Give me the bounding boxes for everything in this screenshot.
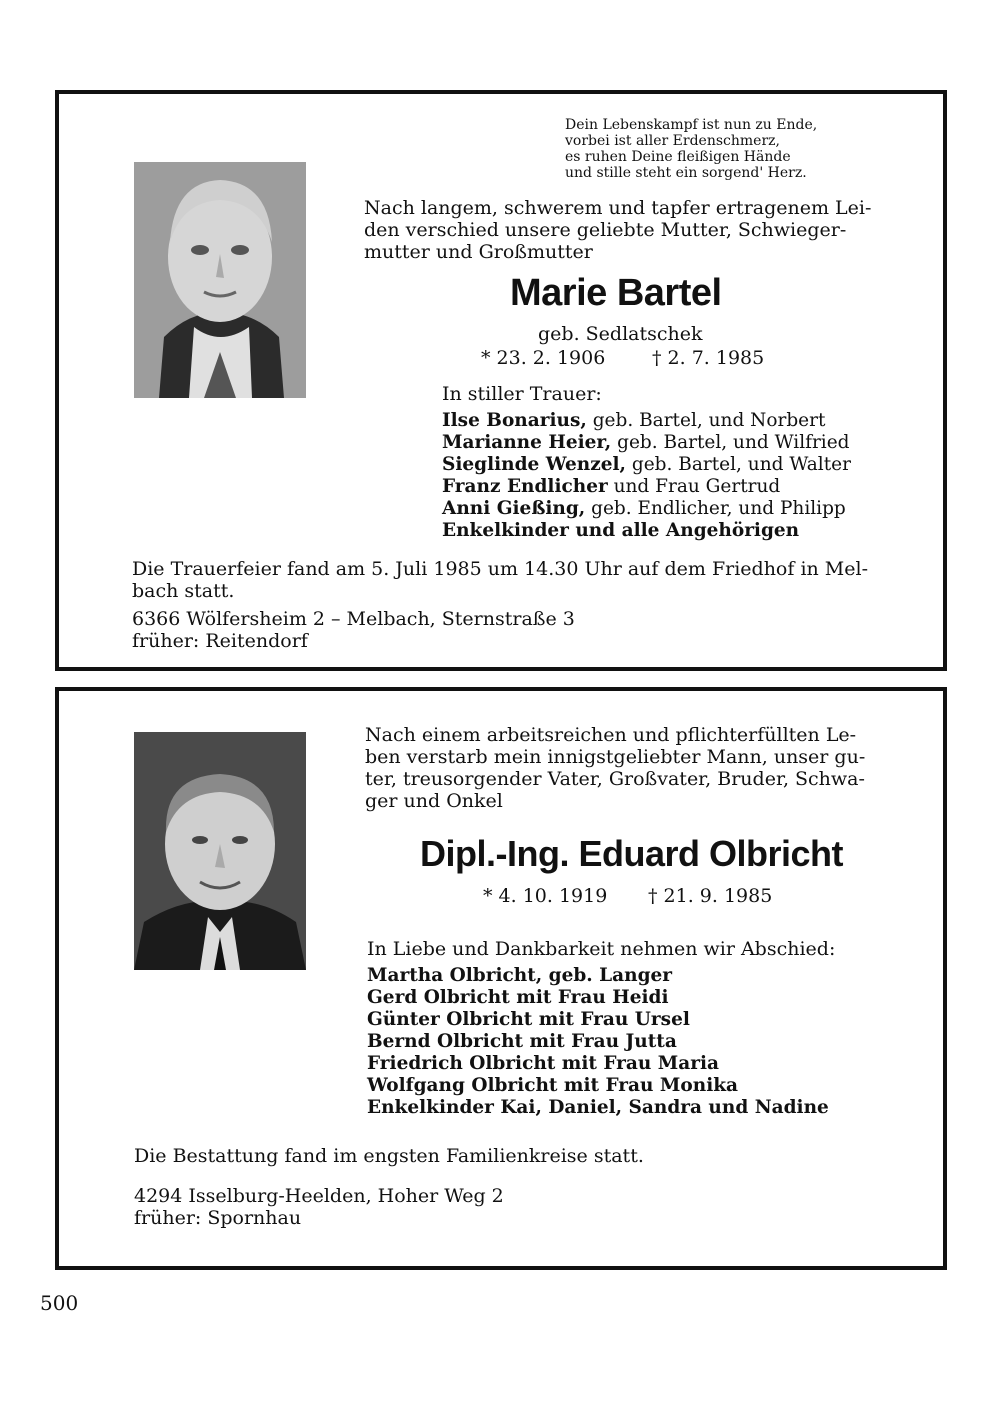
mourner-name: Enkelkinder und alle Angehörigen (442, 520, 800, 541)
death-date: † 21. 9. 1985 (648, 885, 773, 907)
mourner-name: Anni Gießing, (442, 498, 586, 519)
mourner-entry: Günter Olbricht mit Frau Ursel (367, 1009, 690, 1030)
mourner-entry: Enkelkinder Kai, Daniel, Sandra und Nadine (367, 1097, 829, 1118)
mourner-detail: geb. Bartel, und Walter (625, 454, 851, 475)
ceremony-line: Die Trauerfeier fand am 5. Juli 1985 um 14.30 Uhr auf dem Friedhof in Mel- (132, 558, 868, 580)
farewell-heading: In Liebe und Dankbarkeit nehmen wir Abschied: (367, 938, 836, 960)
burial-text: Die Bestattung fand im engsten Familienkreise statt. (134, 1145, 644, 1167)
intro-line: ter, treusorgender Vater, Großvater, Bruder, Schwa- (365, 768, 865, 790)
portrait-photo-eduard-olbricht (134, 732, 306, 970)
poem-line: und stille steht ein sorgend' Herz. (565, 165, 807, 181)
mourner-entry (442, 520, 851, 542)
portrait-photo-marie-bartel (134, 162, 306, 398)
mourner-entry: Bernd Olbricht mit Frau Jutta (367, 1031, 677, 1052)
mourner-entry (442, 498, 851, 520)
maiden-name: geb. Sedlatschek (538, 323, 703, 345)
poem-line: Dein Lebenskampf ist nun zu Ende, (565, 117, 818, 133)
deceased-name: Marie Bartel (510, 272, 722, 314)
mourner-entry (442, 476, 851, 498)
mourning-heading: In stiller Trauer: (442, 383, 602, 405)
mourners-list (442, 410, 851, 542)
deceased-name: Dipl.-Ing. Eduard Olbricht (420, 833, 843, 874)
intro-line: ben verstarb mein innigstgeliebter Mann, unser gu- (365, 746, 866, 768)
mourner-name: Franz Endlicher (442, 476, 608, 497)
page-number: 500 (40, 1291, 79, 1315)
birth-date: * 4. 10. 1919 (483, 885, 608, 907)
obituary-notice-eduard-olbricht (55, 687, 947, 1270)
former-residence: früher: Spornhau (134, 1207, 302, 1229)
mourner-detail: geb. Bartel, und Wilfried (611, 432, 850, 453)
former-residence: früher: Reitendorf (132, 630, 308, 652)
intro-line: Nach einem arbeitsreichen und pflichterfüllten Le- (365, 724, 857, 746)
poem-line: vorbei ist aller Erdenschmerz, (565, 133, 780, 149)
mourner-name: Sieglinde Wenzel, (442, 454, 626, 475)
mourner-name: Marianne Heier, (442, 432, 612, 453)
mourners-list (367, 965, 829, 1119)
intro-line: mutter und Großmutter (364, 241, 593, 263)
mourner-entry (442, 410, 851, 432)
intro-line: den verschied unsere geliebte Mutter, Schwieger- (364, 219, 847, 241)
birth-date: * 23. 2. 1906 (481, 347, 606, 369)
mourner-name: Ilse Bonarius, (442, 410, 587, 431)
mourner-detail: geb. Endlicher, und Philipp (585, 498, 846, 519)
obituary-notice-marie-bartel (55, 90, 947, 671)
intro-text (364, 197, 876, 263)
memorial-poem (565, 117, 865, 181)
poem-line: es ruhen Deine fleißigen Hände (565, 149, 791, 165)
mourner-entry (442, 432, 851, 454)
mourner-entry: Wolfgang Olbricht mit Frau Monika (367, 1075, 739, 1096)
intro-line: Nach langem, schwerem und tapfer ertragenem Lei- (364, 197, 872, 219)
address: 6366 Wölfersheim 2 – Melbach, Sternstraße 3 (132, 608, 575, 630)
address: 4294 Isselburg-Heelden, Hoher Weg 2 (134, 1185, 504, 1207)
ceremony-line: bach statt. (132, 580, 235, 602)
mourner-entry (442, 454, 851, 476)
death-date: † 2. 7. 1985 (652, 347, 765, 369)
ceremony-text (132, 558, 868, 602)
intro-line: ger und Onkel (365, 790, 503, 812)
mourner-detail: geb. Bartel, und Norbert (586, 410, 826, 431)
mourner-entry: Friedrich Olbricht mit Frau Maria (367, 1053, 720, 1074)
mourner-detail: und Frau Gertrud (607, 476, 781, 497)
intro-text (365, 724, 877, 812)
mourner-entry: Gerd Olbricht mit Frau Heidi (367, 987, 669, 1008)
mourner-entry: Martha Olbricht, geb. Langer (367, 965, 673, 986)
